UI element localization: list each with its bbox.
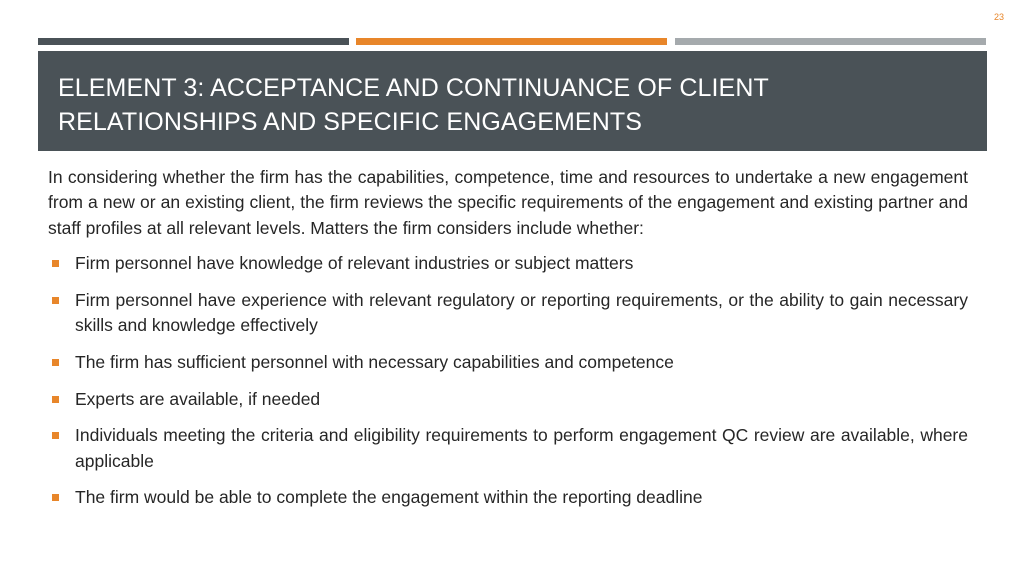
top-accent-bar-orange [356,38,667,45]
title-band [38,51,987,151]
bullet-text: Experts are available, if needed [75,388,321,409]
bullet-item [48,251,968,276]
intro-paragraph: In considering whether the firm has the capabilities, competence, time and resources to undertake a new engagement from a new or an existing client, the firm reviews the specific requirements of the engagement and existing partner and staff profiles at all relevant levels. Matters the firm considers include whether: [48,167,968,238]
slide-title-line-1: ELEMENT 3: ACCEPTANCE AND CONTINUANCE OF CLIENT [58,74,769,102]
slide-title-line-2: RELATIONSHIPS AND SPECIFIC ENGAGEMENTS [58,108,642,136]
bullet-item [48,387,968,412]
square-bullet-icon [52,396,59,403]
bullet-item [48,350,968,375]
top-accent-bar-dark [38,38,349,45]
square-bullet-icon [52,260,59,267]
bullet-text: Firm personnel have experience with relevant regulatory or reporting requirements, or the ability to gain necessary skills and knowledge effectively [75,289,968,335]
top-accent-bar-light [675,38,986,45]
slide-body [48,165,968,522]
bullet-item [48,288,968,339]
bullet-text: Individuals meeting the criteria and eligibility requirements to perform engagement QC review are available, where applicable [75,425,968,471]
bullet-item [48,485,968,510]
bullet-text: The firm would be able to complete the engagement within the reporting deadline [75,487,703,508]
square-bullet-icon [52,432,59,439]
page-number: 23 [993,12,1004,22]
bullet-list [48,251,968,511]
bullet-item [48,423,968,474]
square-bullet-icon [52,297,59,304]
square-bullet-icon [52,359,59,366]
bullet-text: Firm personnel have knowledge of relevant industries or subject matters [75,252,634,273]
bullet-text: The firm has sufficient personnel with necessary capabilities and competence [75,351,674,372]
slide-title [58,71,987,139]
square-bullet-icon [52,494,59,501]
